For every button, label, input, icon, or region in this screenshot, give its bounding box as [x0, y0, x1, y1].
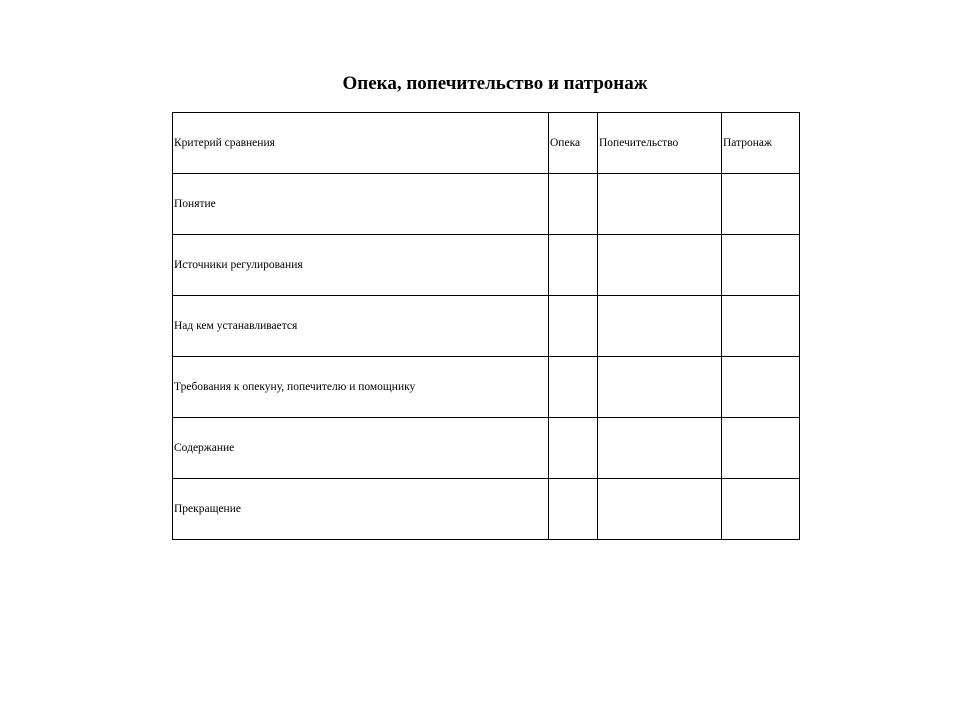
table-header-row	[173, 113, 800, 174]
cell-patronage	[722, 174, 800, 235]
header-criterion: Критерий сравнения	[173, 113, 549, 174]
cell-trusteeship	[598, 357, 722, 418]
header-trusteeship: Попечительство	[598, 113, 722, 174]
header-guardianship: Опека	[549, 113, 598, 174]
cell-patronage	[722, 296, 800, 357]
cell-patronage	[722, 418, 800, 479]
cell-trusteeship	[598, 418, 722, 479]
row-label: Над кем устанавливается	[173, 296, 549, 357]
cell-guardianship	[549, 174, 598, 235]
cell-trusteeship	[598, 479, 722, 540]
table-row	[173, 418, 800, 479]
row-label: Прекращение	[173, 479, 549, 540]
table-row	[173, 235, 800, 296]
row-label: Требования к опекуну, попечителю и помощнику	[173, 357, 549, 418]
table-row	[173, 479, 800, 540]
cell-patronage	[722, 357, 800, 418]
cell-patronage	[722, 235, 800, 296]
cell-guardianship	[549, 418, 598, 479]
row-label: Понятие	[173, 174, 549, 235]
cell-trusteeship	[598, 174, 722, 235]
cell-guardianship	[549, 357, 598, 418]
table-row	[173, 357, 800, 418]
cell-trusteeship	[598, 235, 722, 296]
cell-trusteeship	[598, 296, 722, 357]
cell-guardianship	[549, 296, 598, 357]
row-label: Источники регулирования	[173, 235, 549, 296]
cell-guardianship	[549, 235, 598, 296]
cell-guardianship	[549, 479, 598, 540]
page-title: Опека, попечительство и патронаж	[342, 73, 648, 94]
row-label: Содержание	[173, 418, 549, 479]
cell-patronage	[722, 479, 800, 540]
comparison-table	[172, 112, 800, 540]
table-row	[173, 296, 800, 357]
header-patronage: Патронаж	[722, 113, 800, 174]
table-row	[173, 174, 800, 235]
